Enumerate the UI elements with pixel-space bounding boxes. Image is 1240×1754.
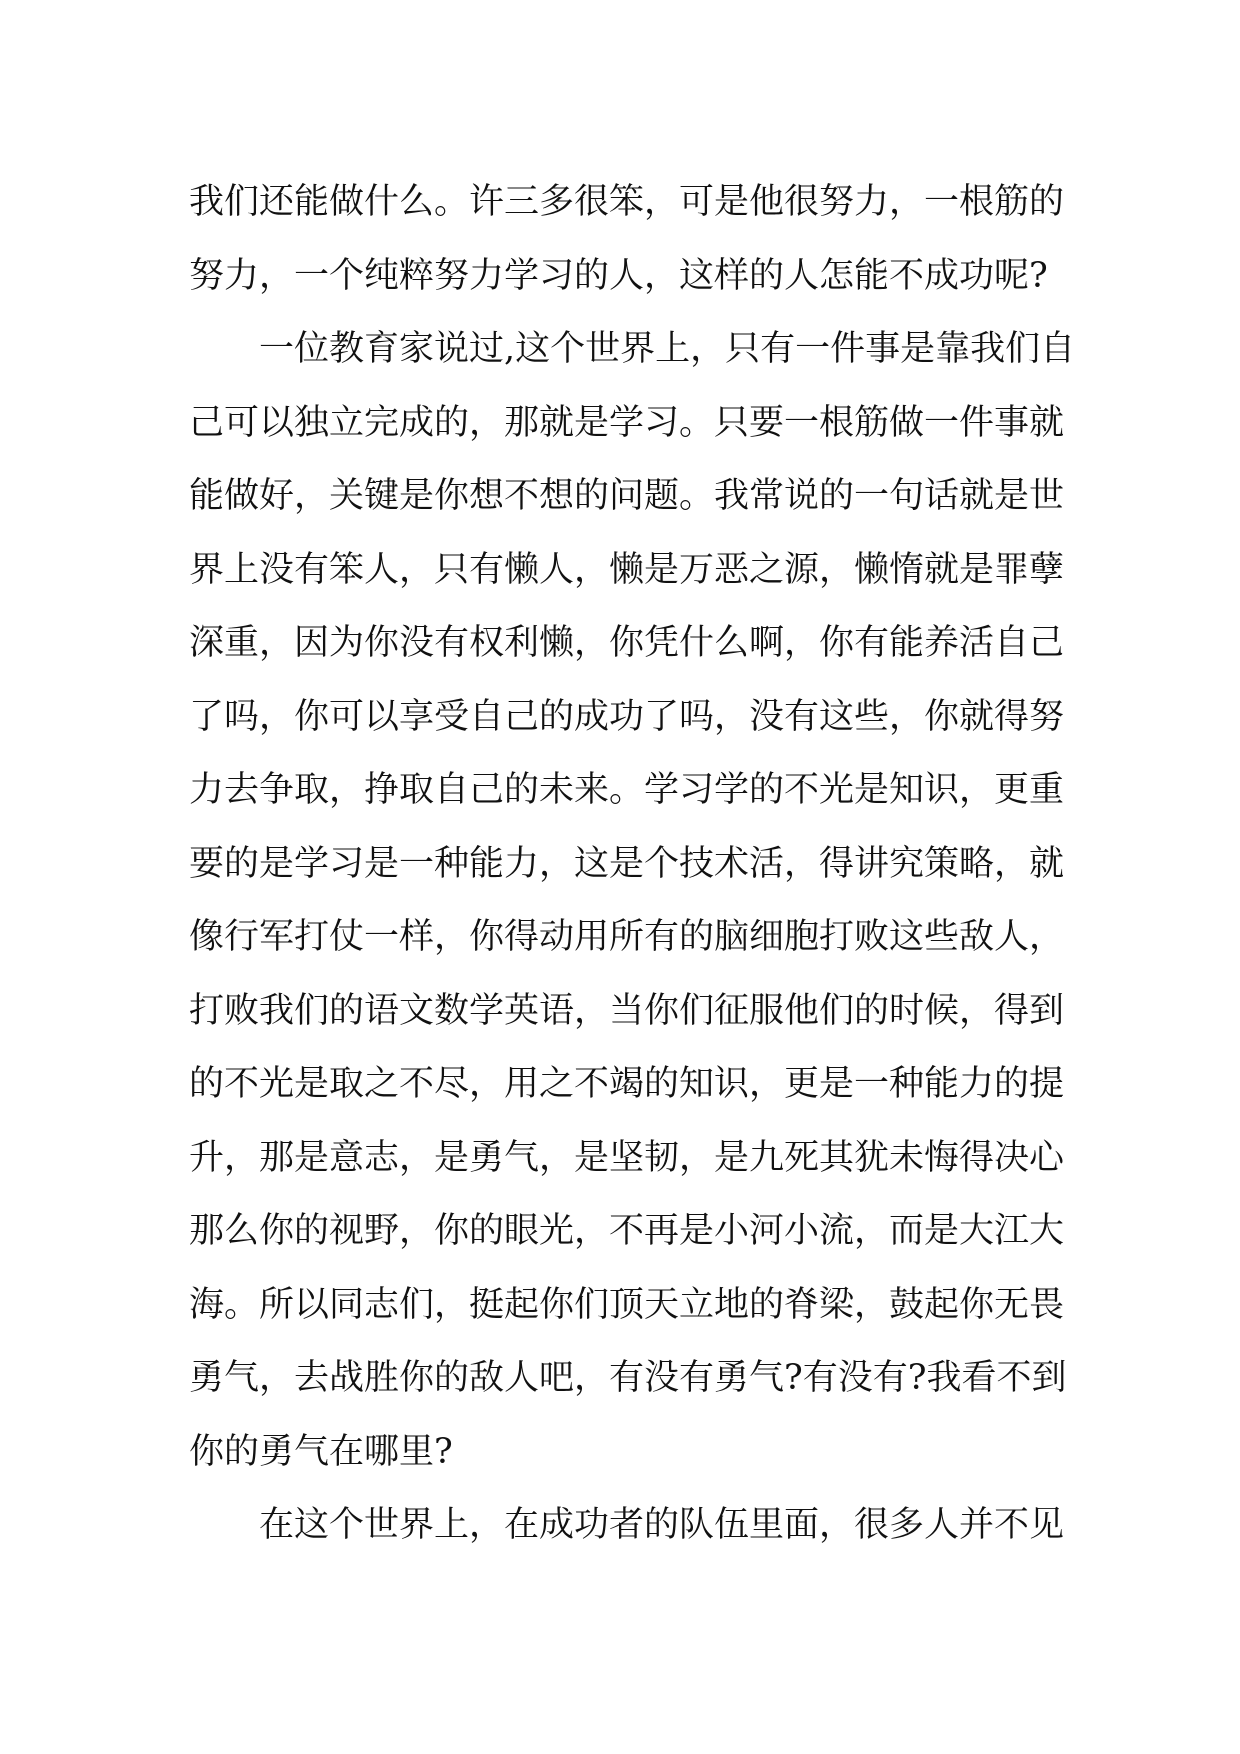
text-line: 努力，一个纯粹努力学习的人，这样的人怎能不成功呢? <box>189 255 1048 296</box>
text-line: 的不光是取之不尽，用之不竭的知识，更是一种能力的提 <box>189 1064 1065 1104</box>
text-line: 要的是学习是一种能力，这是个技术活，得讲究策略，就 <box>189 843 1065 884</box>
text-line: 能做好，关键是你想不想的问题。我常说的一句话就是世 <box>189 476 1065 516</box>
text-line: 打败我们的语文数学英语，当你们征服他们的时候，得到 <box>189 990 1065 1031</box>
text-line: 像行军打仗一样，你得动用所有的脑细胞打败这些敌人， <box>189 917 1065 957</box>
text-line: 一位教育家说过,这个世界上，只有一件事是靠我们自 <box>259 329 1076 369</box>
text-line: 力去争取，挣取自己的未来。学习学的不光是知识，更重 <box>189 770 1065 810</box>
text-line: 在这个世界上，在成功者的队伍里面，很多人并不见 <box>259 1505 1065 1545</box>
text-line: 深重，因为你没有权利懒，你凭什么啊，你有能养活自己 <box>189 623 1065 663</box>
text-line: 升，那是意志，是勇气，是坚韧，是九死其犹未悔得决心 <box>189 1137 1065 1178</box>
text-line: 界上没有笨人，只有懒人，懒是万恶之源，懒惰就是罪孽 <box>189 549 1065 590</box>
text-line: 己可以独立完成的，那就是学习。只要一根筋做一件事就 <box>189 402 1065 443</box>
text-line: 了吗，你可以享受自己的成功了吗，没有这些，你就得努 <box>189 696 1065 737</box>
text-line: 海。所以同志们，挺起你们顶天立地的脊梁，鼓起你无畏 <box>189 1284 1065 1325</box>
text-line: 你的勇气在哪里? <box>189 1431 453 1472</box>
text-line: 那么你的视野，你的眼光，不再是小河小流，而是大江大 <box>189 1211 1065 1251</box>
text-line: 勇气，去战胜你的敌人吧，有没有勇气?有没有?我看不到 <box>189 1358 1067 1398</box>
document-body <box>189 166 1076 1563</box>
text-line: 我们还能做什么。许三多很笨，可是他很努力，一根筋的 <box>189 182 1065 222</box>
